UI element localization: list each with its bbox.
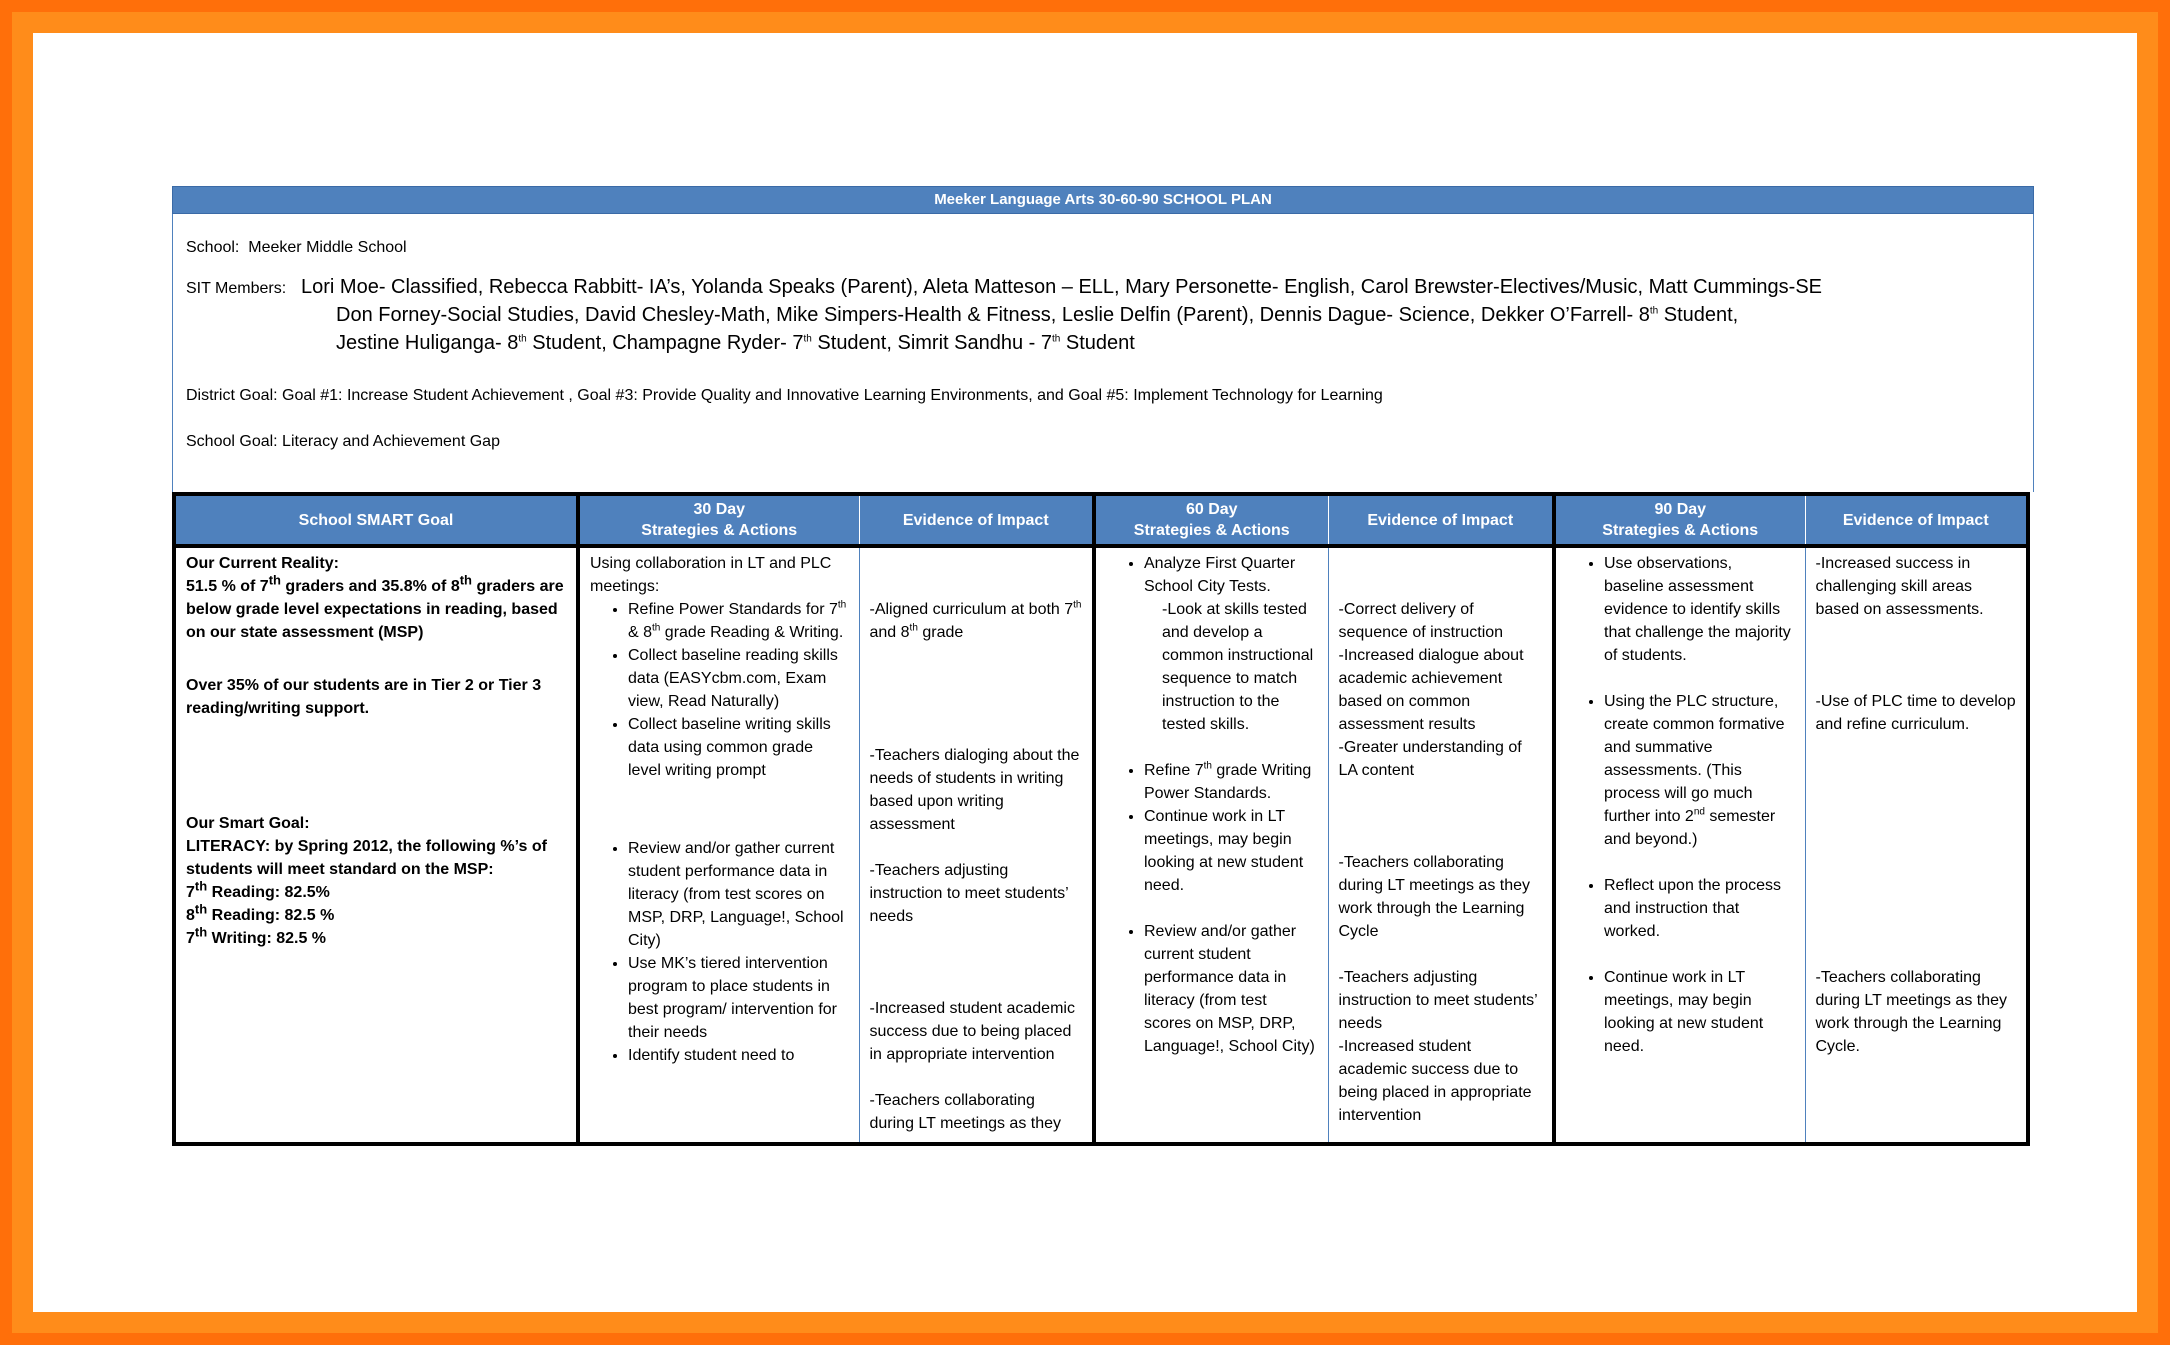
day60-strategies-cell [1094, 546, 1328, 1144]
reading-8-target: 8th Reading: 82.5 % [186, 901, 335, 924]
plan-table-row [174, 546, 2028, 1144]
ev30-item-5: -Teachers collaborating during LT meetings as they [869, 1092, 1062, 1132]
list-item: • Use observations, baseline assessment evidence to identify skills that challenge the majority of students. [1604, 552, 1795, 667]
ev90-item-1: -Increased success in challenging skill areas based on assessments. [1815, 555, 1984, 618]
day90-evidence-cell [1805, 546, 2028, 1144]
sup-th: th [1649, 305, 1659, 317]
current-reality-title: Our Current Reality: [186, 555, 339, 572]
day30-evidence-cell [859, 546, 1094, 1144]
list-item: • Use MK’s tiered intervention program to place students in best program/ intervention for their needs [628, 952, 849, 1044]
header-evidence-30: Evidence of Impact [859, 494, 1094, 546]
ev60-item-1: -Correct delivery of sequence of instruction [1338, 601, 1504, 641]
ev30-item-3: -Teachers adjusting instruction to meet students’ needs [869, 862, 1069, 925]
sit-line-3-a: Jestine Huliganga- 8 [336, 332, 519, 354]
header-evidence-90: Evidence of Impact [1805, 494, 2028, 546]
school-name: Meeker Middle School [248, 239, 407, 256]
school-goal: School Goal: Literacy and Achievement Gap [186, 433, 500, 450]
day90-strategies-cell [1554, 546, 1805, 1144]
sit-line-3 [336, 332, 1135, 355]
list-item: • Review and/or gather current student performance data in literacy (from test scores on MSP, DRP, Language!, School City) [628, 837, 849, 952]
sit-line-2-end: Student, [1658, 304, 1739, 326]
day60-list [1106, 552, 1318, 598]
ev90-item-2: -Use of PLC time to develop and refine curriculum. [1815, 693, 2016, 733]
list-item: • Continue work in LT meetings, may begin looking at new student need. [1604, 966, 1795, 1058]
sit-label: SIT Members: [186, 280, 287, 297]
list-item: • Refine 7th grade Writing Power Standards. [1144, 759, 1318, 805]
day30-strategies-cell [578, 546, 859, 1144]
sup-th: th [1052, 333, 1061, 345]
list-item: • Collect baseline reading skills data (EASYcbm.com, Exam view, Read Naturally) [628, 644, 849, 713]
list-item: • Analyze First Quarter School City Tests. [1144, 552, 1318, 598]
day60-list-2 [1106, 759, 1318, 1058]
ev90-item-3: -Teachers collaborating during LT meetings as they work through the Learning Cycle. [1815, 969, 2008, 1055]
school-plan-document [172, 186, 2034, 1146]
header-30-day: 30 Day Strategies & Actions [578, 494, 859, 546]
writing-7-target: 7th Writing: 82.5 % [186, 924, 327, 947]
sit-line-1: Lori Moe- Classified, Rebecca Rabbitt- IA’s, Yolanda Speaks (Parent), Aleta Matteson – ELL, Mary Personette- English, Carol Brewster-Electives/Music, Matt Cummings-SE [301, 276, 1823, 298]
day30-list [590, 598, 849, 1067]
day60-subitem: -Look at skills tested and develop a common instructional sequence to match instruction to the tested skills. [1162, 601, 1314, 733]
document-page [33, 33, 2137, 1312]
header-60-day: 60 Day Strategies & Actions [1094, 494, 1328, 546]
ev60-item-2: -Increased dialogue about academic achievement based on common assessment results [1338, 647, 1524, 733]
day90-list [1566, 552, 1795, 1058]
sup-th: th [803, 333, 812, 345]
sit-label-wrap [186, 280, 286, 298]
header-smart-goal: School SMART Goal [174, 494, 578, 546]
header-90-day: 90 Day Strategies & Actions [1554, 494, 1805, 546]
smart-goal-cell [174, 546, 578, 1144]
school-label: School: [186, 239, 240, 256]
list-item: • Collect baseline writing skills data using common grade level writing prompt [628, 713, 849, 782]
smart-goal-title: Our Smart Goal: [186, 815, 310, 832]
district-goal: District Goal: Goal #1: Increase Student Achievement , Goal #3: Provide Quality and Innovative Learning Environments, and Goal #5: Implement Technology for Learning [186, 387, 1383, 404]
sit-line-3-c: Student, Simrit Sandhu - 7 [811, 332, 1052, 354]
day60-evidence-cell [1328, 546, 1554, 1144]
tier-support-text: Over 35% of our students are in Tier 2 or Tier 3 reading/writing support. [186, 677, 542, 717]
ev60-item-6: -Increased student academic success due to being placed in appropriate intervention [1338, 1038, 1532, 1124]
header-evidence-60: Evidence of Impact [1328, 494, 1554, 546]
current-reality-text: 51.5 % of 7th graders and 35.8% of 8th graders are below grade level expectations in reading, based on our state assessment (MSP) [186, 572, 564, 641]
ev30-item-1: -Aligned curriculum at both 7th and 8th grade [869, 599, 1082, 641]
ev60-item-5: -Teachers adjusting instruction to meet students’ needs [1338, 969, 1538, 1032]
plan-table-header [174, 494, 2028, 546]
ev60-item-4: -Teachers collaborating during LT meetings as they work through the Learning Cycle [1338, 854, 1531, 940]
ev30-item-4: -Increased student academic success due to being placed in appropriate intervention [869, 1000, 1075, 1063]
sit-line-3-d: Student [1060, 332, 1135, 354]
plan-table [172, 492, 2030, 1146]
list-item: • Identify student need to [628, 1044, 849, 1067]
sit-line-2 [336, 304, 1738, 327]
sit-line-3-b: Student, Champagne Ryder- 7 [526, 332, 804, 354]
sup-th: th [518, 333, 527, 345]
reading-7-target: 7th Reading: 82.5% [186, 878, 330, 901]
ev60-item-3: -Greater understanding of LA content [1338, 739, 1522, 779]
sit-line-2-text: Don Forney-Social Studies, David Chesley-Math, Mike Simpers-Health & Fitness, Leslie Delfin (Parent), Dennis Dague- Science, Dekker O’Farrell- 8 [336, 304, 1650, 326]
literacy-goal-text: LITERACY: by Spring 2012, the following %’s of students will meet standard on the MSP: [186, 838, 547, 878]
ev30-item-2: -Teachers dialoging about the needs of students in writing based upon writing assessment [869, 747, 1080, 833]
list-item: • Reflect upon the process and instruction that worked. [1604, 874, 1795, 943]
list-item: • Review and/or gather current student performance data in literacy (from test scores on MSP, DRP, Language!, School City) [1144, 920, 1318, 1058]
school-line [186, 239, 407, 257]
list-item: • Using the PLC structure, create common formative and summative assessments. (This process will go much further into 2nd semester and beyond.) [1604, 690, 1795, 851]
list-item: • Refine Power Standards for 7th & 8th grade Reading & Writing. [628, 598, 849, 644]
list-item: • Continue work in LT meetings, may begin looking at new student need. [1144, 805, 1318, 897]
plan-info-section [172, 214, 2034, 492]
day30-intro: Using collaboration in LT and PLC meetings: [590, 555, 832, 595]
plan-title: Meeker Language Arts 30-60-90 SCHOOL PLAN [172, 186, 2034, 214]
